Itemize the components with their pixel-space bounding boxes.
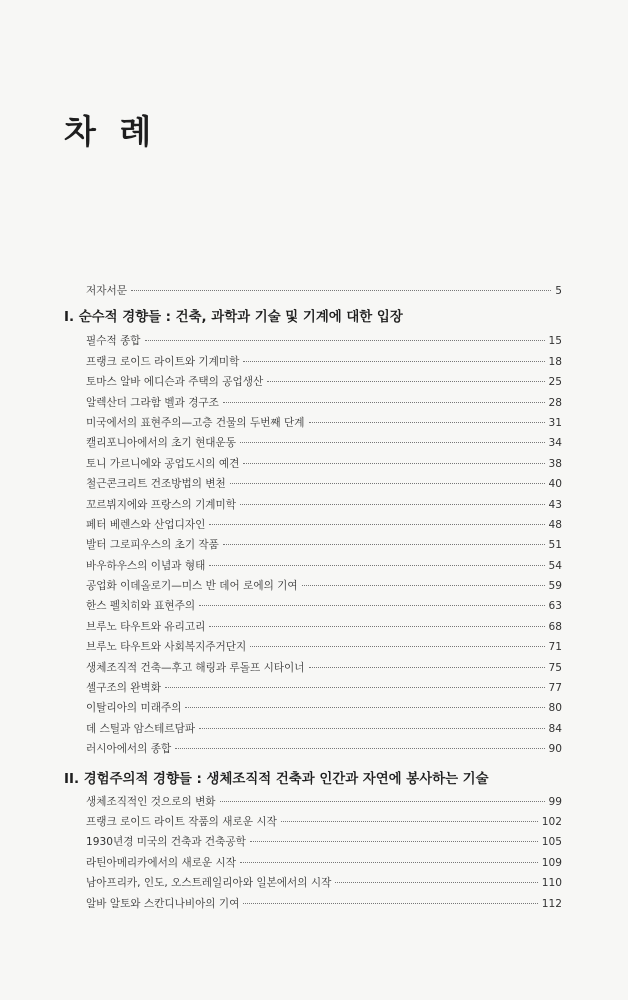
toc-entry-page: 71 <box>548 641 562 654</box>
dot-leader <box>223 544 545 545</box>
toc-entry-title: 셸구조의 완벽화 <box>86 682 162 695</box>
toc-entry[interactable] <box>64 415 562 435</box>
dot-leader <box>243 903 537 904</box>
toc-entry-page: 31 <box>548 416 562 429</box>
dot-leader <box>240 862 538 863</box>
toc-entry-title: 프랭크 로이드 라이트와 기계미학 <box>86 355 240 368</box>
toc-entry-title: 페터 베렌스와 산업디자인 <box>86 518 206 531</box>
dot-leader <box>199 728 544 729</box>
toc-entry-page: 84 <box>548 722 562 735</box>
toc-entry[interactable] <box>64 537 562 557</box>
toc-entry[interactable] <box>64 435 562 455</box>
toc-entry[interactable] <box>64 700 562 720</box>
toc-entry-page: 15 <box>548 335 562 348</box>
toc-entry-title: 저자서문 <box>86 285 127 297</box>
toc-entry-title: 철근콘크리트 건조방법의 변천 <box>86 478 226 491</box>
toc-entry[interactable] <box>64 875 562 895</box>
dot-leader <box>240 504 545 505</box>
dot-leader <box>250 841 538 842</box>
toc-entry-title: 1930년경 미국의 건축과 건축공학 <box>86 836 246 849</box>
toc-entry[interactable] <box>64 814 562 834</box>
toc-entry-page: 63 <box>548 600 562 613</box>
toc-entry[interactable] <box>64 855 562 875</box>
dot-leader <box>309 667 545 668</box>
toc-entry-title: 생체조직적 건축—후고 해링과 루돌프 시타이너 <box>86 661 305 674</box>
toc-entry[interactable] <box>64 374 562 394</box>
toc-entry[interactable] <box>64 721 562 741</box>
dot-leader <box>267 381 544 382</box>
toc-entry-title: 미국에서의 표현주의—고층 건물의 두번째 단계 <box>86 416 305 429</box>
toc-entry[interactable] <box>64 741 562 761</box>
toc-entry-page: 75 <box>548 661 562 674</box>
toc-entry-page: 28 <box>548 396 562 409</box>
toc-entry-page: 18 <box>548 355 562 368</box>
toc-entry-title: 캘리포니아에서의 초기 현대운동 <box>86 437 237 450</box>
dot-leader <box>220 801 545 802</box>
dot-leader <box>230 483 545 484</box>
dot-leader <box>199 605 544 606</box>
dot-leader <box>223 402 545 403</box>
toc-entry-page: 112 <box>541 897 562 910</box>
toc-entry[interactable] <box>64 680 562 700</box>
toc-entry[interactable] <box>64 354 562 374</box>
part-2-entries <box>64 794 562 916</box>
toc-entry-title: 남아프리카, 인도, 오스트레일리아와 일본에서의 시작 <box>86 877 332 890</box>
dot-leader <box>243 361 544 362</box>
dot-leader <box>209 524 544 525</box>
toc-entry[interactable] <box>64 660 562 680</box>
toc-entry-title: 이탈리아의 미래주의 <box>86 702 182 715</box>
toc-entry[interactable] <box>64 598 562 618</box>
toc-entry-page: 102 <box>541 815 562 828</box>
toc-entry-title: 알렉산더 그라함 벨과 경구조 <box>86 396 219 409</box>
toc-entry-title: 프랭크 로이드 라이트 작품의 새로운 시작 <box>86 815 277 828</box>
toc-entry-title: 라틴아메리카에서의 새로운 시작 <box>86 856 237 869</box>
dot-leader <box>145 340 545 341</box>
toc-entry-page: 90 <box>548 743 562 756</box>
toc-entry-title: 발터 그로피우스의 초기 작품 <box>86 539 219 552</box>
toc-entry-page: 80 <box>548 702 562 715</box>
toc-entry-page: 99 <box>548 795 562 808</box>
dot-leader <box>281 821 538 822</box>
dot-leader <box>335 882 537 883</box>
toc-entry-title: 데 스틸과 암스테르담파 <box>86 722 196 735</box>
toc-entry[interactable] <box>64 456 562 476</box>
dot-leader <box>131 290 551 291</box>
toc-entry[interactable] <box>64 794 562 814</box>
toc-entry-page: 77 <box>548 682 562 695</box>
part-heading-1: I. 순수적 경향들 : 건축, 과학과 기술 및 기계에 대한 입장 <box>64 310 403 326</box>
toc-entry-title: 러시아에서의 종합 <box>86 743 172 756</box>
toc-entry[interactable] <box>64 333 562 353</box>
dot-leader <box>243 463 544 464</box>
dot-leader <box>302 585 545 586</box>
part-heading-2: II. 경험주의적 경향들 : 생체조직적 건축과 인간과 자연에 봉사하는 기술 <box>64 771 489 787</box>
toc-entry[interactable] <box>64 578 562 598</box>
toc-entry-title: 바우하우스의 이념과 형태 <box>86 559 206 572</box>
toc-entry-title: 토마스 알바 에디슨과 주택의 공업생산 <box>86 376 264 389</box>
toc-entry-title: 공업화 이데올로기—미스 반 데어 로에의 기여 <box>86 580 298 593</box>
dot-leader <box>209 626 544 627</box>
toc-entry[interactable] <box>64 619 562 639</box>
toc-entry-page: 54 <box>548 559 562 572</box>
toc-entry-title: 꼬르뷔지에와 프랑스의 기계미학 <box>86 498 237 511</box>
dot-leader <box>175 748 544 749</box>
toc-entry[interactable] <box>64 497 562 517</box>
toc-entry[interactable] <box>64 476 562 496</box>
toc-entry-title: 알바 알토와 스칸디나비아의 기여 <box>86 897 240 910</box>
dot-leader <box>209 565 544 566</box>
toc-entry[interactable] <box>64 395 562 415</box>
toc-entry-page: 59 <box>548 580 562 593</box>
toc-entry-title: 브루노 타우트와 사회복지주거단지 <box>86 641 247 654</box>
dot-leader <box>250 646 544 647</box>
toc-entry-page: 48 <box>548 518 562 531</box>
page-title: 차 례 <box>64 112 158 151</box>
table-of-contents <box>64 283 562 916</box>
dot-leader <box>240 442 545 443</box>
dot-leader <box>309 422 545 423</box>
toc-entry-page: 40 <box>548 478 562 491</box>
toc-entry-title: 필수적 종합 <box>86 335 141 348</box>
toc-entry-page: 25 <box>548 376 562 389</box>
dot-leader <box>185 707 544 708</box>
toc-entry[interactable] <box>64 896 562 916</box>
toc-entry-page: 109 <box>541 856 562 869</box>
toc-entry[interactable] <box>64 517 562 537</box>
toc-entry-page: 43 <box>548 498 562 511</box>
toc-entry-page: 51 <box>548 539 562 552</box>
toc-entry-page: 110 <box>541 877 562 890</box>
toc-entry[interactable] <box>64 558 562 578</box>
toc-entry-page: 105 <box>541 836 562 849</box>
toc-entry-title: 생체조직적인 것으로의 변화 <box>86 795 216 808</box>
dot-leader <box>165 687 545 688</box>
toc-entry-page: 68 <box>548 620 562 633</box>
toc-entry-page: 38 <box>548 457 562 470</box>
toc-entry-page: 34 <box>548 437 562 450</box>
toc-entry-title: 토니 가르니에와 공업도시의 예견 <box>86 457 240 470</box>
toc-entry-title: 브루노 타우트와 유리고리 <box>86 620 206 633</box>
toc-entry[interactable] <box>64 834 562 854</box>
toc-entry-page: 5 <box>555 285 562 297</box>
part-1-entries <box>64 333 562 761</box>
toc-entry-title: 한스 펠치히와 표현주의 <box>86 600 196 613</box>
toc-entry[interactable] <box>64 639 562 659</box>
toc-entry-preface[interactable] <box>64 283 562 303</box>
